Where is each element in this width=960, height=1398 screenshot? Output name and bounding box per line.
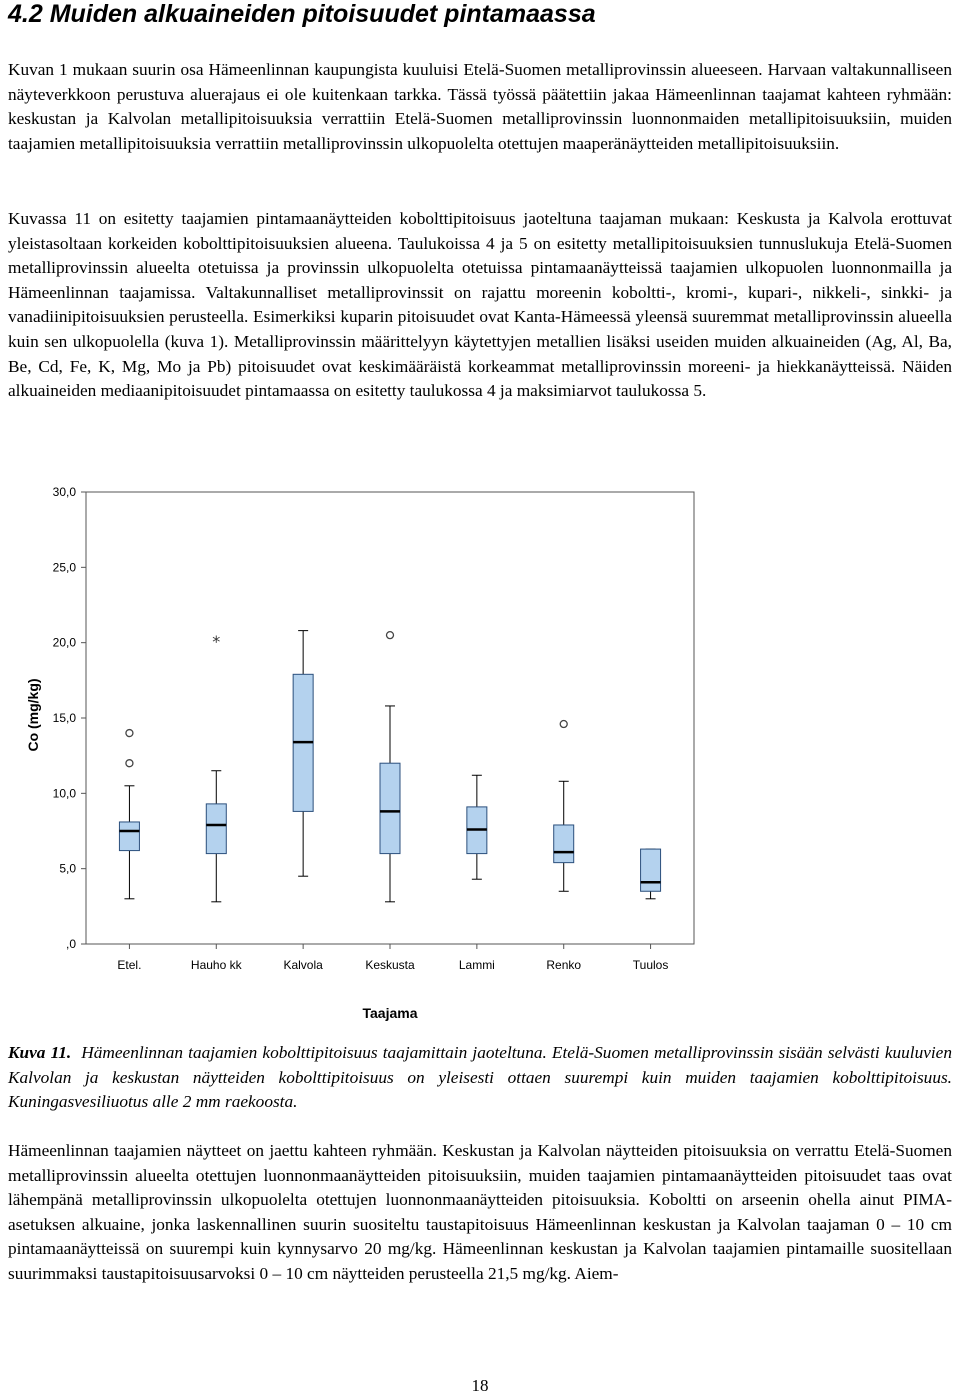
paragraph-1: Kuvan 1 mukaan suurin osa Hämeenlinnan kaupungista kuuluisi Etelä-Suomen metalliprovinssin alueeseen. Harvaan valtakunnalliseen näyteverkkoon perustuva aluerajaus ei ole kuitenkaan tarkka. Tässä työssä päätettiin jakaa Hämeenlinnan taajamat kahteen ryhmään: keskustan ja Kalvolan metallipitoisuuksia verrattiin Etelä-Suomen metalliprovinssin luonnonmaiden metallipitoisuuksiin, muiden taajamien metallipitoisuuksia verrattiin metalliprovinssin ulkopuolelta otettujen maaperänäytteiden metallipitoisuuksiin. (8, 60, 952, 153)
x-tick-label: Lammi (458, 958, 495, 972)
iqr-box (554, 825, 574, 863)
cobalt-boxplot-figure (14, 480, 700, 1030)
box-group (554, 721, 574, 892)
paragraph-3: Hämeenlinnan taajamien näytteet on jaettu kahteen ryhmään. Keskustan ja Kalvolan näytteiden pitoisuuksia on verrattu Etelä-Suomen metalliprovinssin alueelta otettujen luonnonmaanäytteiden pitoisuuksiin, muiden taajamien pintamaanäytteiden pitoisuudet taas ovat lähempänä metalliprovinssin ulkopuolelta otettujen luonnonmaanäytteiden pitoisuuksia. Koboltti on arseenin ohella ainut PIMA-asetuksen alkuaine, jonka laskennallinen suurin suositeltu taustapitoisuus Hämeenlinnan keskustan ja Kalvolan taajaman 0 – 10 cm pintamaanäytteissä on suurempi kuin kynnysarvo 20 mg/kg. Hämeenlinnan keskustan ja Kalvolan taajamien pintamaille suositellaan suurimmaksi taustapitoisuusarvoksi 0 – 10 cm näytteiden perusteella 21,5 mg/kg. Aiem- (8, 1141, 952, 1283)
iqr-box (641, 849, 661, 891)
box-group (206, 632, 226, 902)
x-tick-label: Keskusta (365, 958, 415, 972)
figure-caption-text: Hämeenlinnan taajamien kobolttipitoisuus taajamittain jaoteltuna. Etelä-Suomen metalliprovinssin sisään selvästi kuuluvien Kalvolan ja keskustan näytteiden kobolttipitoisuus on yleisesti ottaen suurempi kuin muiden taajamien kobolttipitoisuus. Kuningasvesiliuotus alle 2 mm raekoosta. (8, 1043, 952, 1112)
y-axis-label: Co (mg/kg) (25, 678, 41, 752)
x-axis-label: Taajama (362, 1005, 418, 1021)
iqr-box (380, 763, 400, 853)
outlier-point (126, 760, 133, 767)
extreme-point: * (212, 632, 221, 652)
iqr-box (119, 822, 139, 851)
y-tick-label: 30,0 (52, 485, 76, 499)
box-group (380, 632, 400, 902)
paragraph-2: Kuvassa 11 on esitetty taajamien pintamaanäytteiden kobolttipitoisuus jaoteltuna taajaman mukaan: Keskusta ja Kalvola erottuvat yleistasoltaan korkeiden kobolttipitoisuuksien alueena. Taulukoissa 4 ja 5 on esitetty metallipitoisuuksien tunnuslukuja Etelä-Suomen metalliprovinssin alueelta otetuissa ja provinssin ulkopuolelta otetuissa pintamaanäytteissä taajamien ulkopuolen luonnonmailla ja Hämeenlinnan taajamissa. Valtakunnalliset metalliprovinssit on rajattu moreenin koboltti-, kromi-, kupari-, nikkeli-, sinkki- ja vanadiinipitoisuuksien perusteella. Esimerkiksi kuparin pitoisuudet ovat Kanta-Hämeessä yleensä suuremmat metalliprovinssin alueella kuin sen ulkopuolella (kuva 1). Metalliprovinssin määrittelyyn käytettyjen metallien lisäksi useiden muiden alkuaineiden (Ag, Al, Ba, Be, Cd, Fe, K, Mg, Mo ja Pb) pitoisuudet ovat keskimääräistä korkeammat metalliprovinssin moreeni- ja hiekkanäytteissä. Näiden alkuaineiden mediaanipitoisuudet pintamaassa on esitetty taulukossa 4 ja maksimiarvot taulukossa 5. (8, 209, 952, 401)
outlier-point (387, 632, 394, 639)
y-tick-label: 20,0 (52, 635, 76, 650)
iqr-box (206, 804, 226, 854)
figure-caption (8, 1041, 952, 1115)
outlier-point (560, 721, 567, 728)
box-group (467, 775, 487, 879)
y-tick-label: 10,0 (52, 786, 76, 801)
page-number: 18 (471, 1376, 489, 1395)
cobalt-boxplot-chart (14, 480, 700, 1030)
section-heading: 4.2 Muiden alkuaineiden pitoisuudet pintamaassa (8, 0, 596, 28)
outlier-point (126, 730, 133, 737)
y-tick-label: ,0 (65, 937, 76, 951)
x-tick-label: Etel. (117, 958, 142, 972)
y-tick-label: 5,0 (59, 861, 76, 876)
x-tick-label: Tuulos (632, 958, 669, 972)
box-group (641, 849, 661, 899)
box-group (293, 631, 313, 877)
y-tick-label: 15,0 (52, 711, 76, 725)
figure-caption-label: Kuva 11. (8, 1043, 72, 1062)
x-tick-label: Renko (546, 958, 582, 972)
box-group (119, 730, 139, 899)
x-tick-label: Hauho kk (190, 958, 242, 972)
x-tick-label: Kalvola (283, 958, 323, 972)
y-tick-label: 25,0 (52, 560, 76, 575)
